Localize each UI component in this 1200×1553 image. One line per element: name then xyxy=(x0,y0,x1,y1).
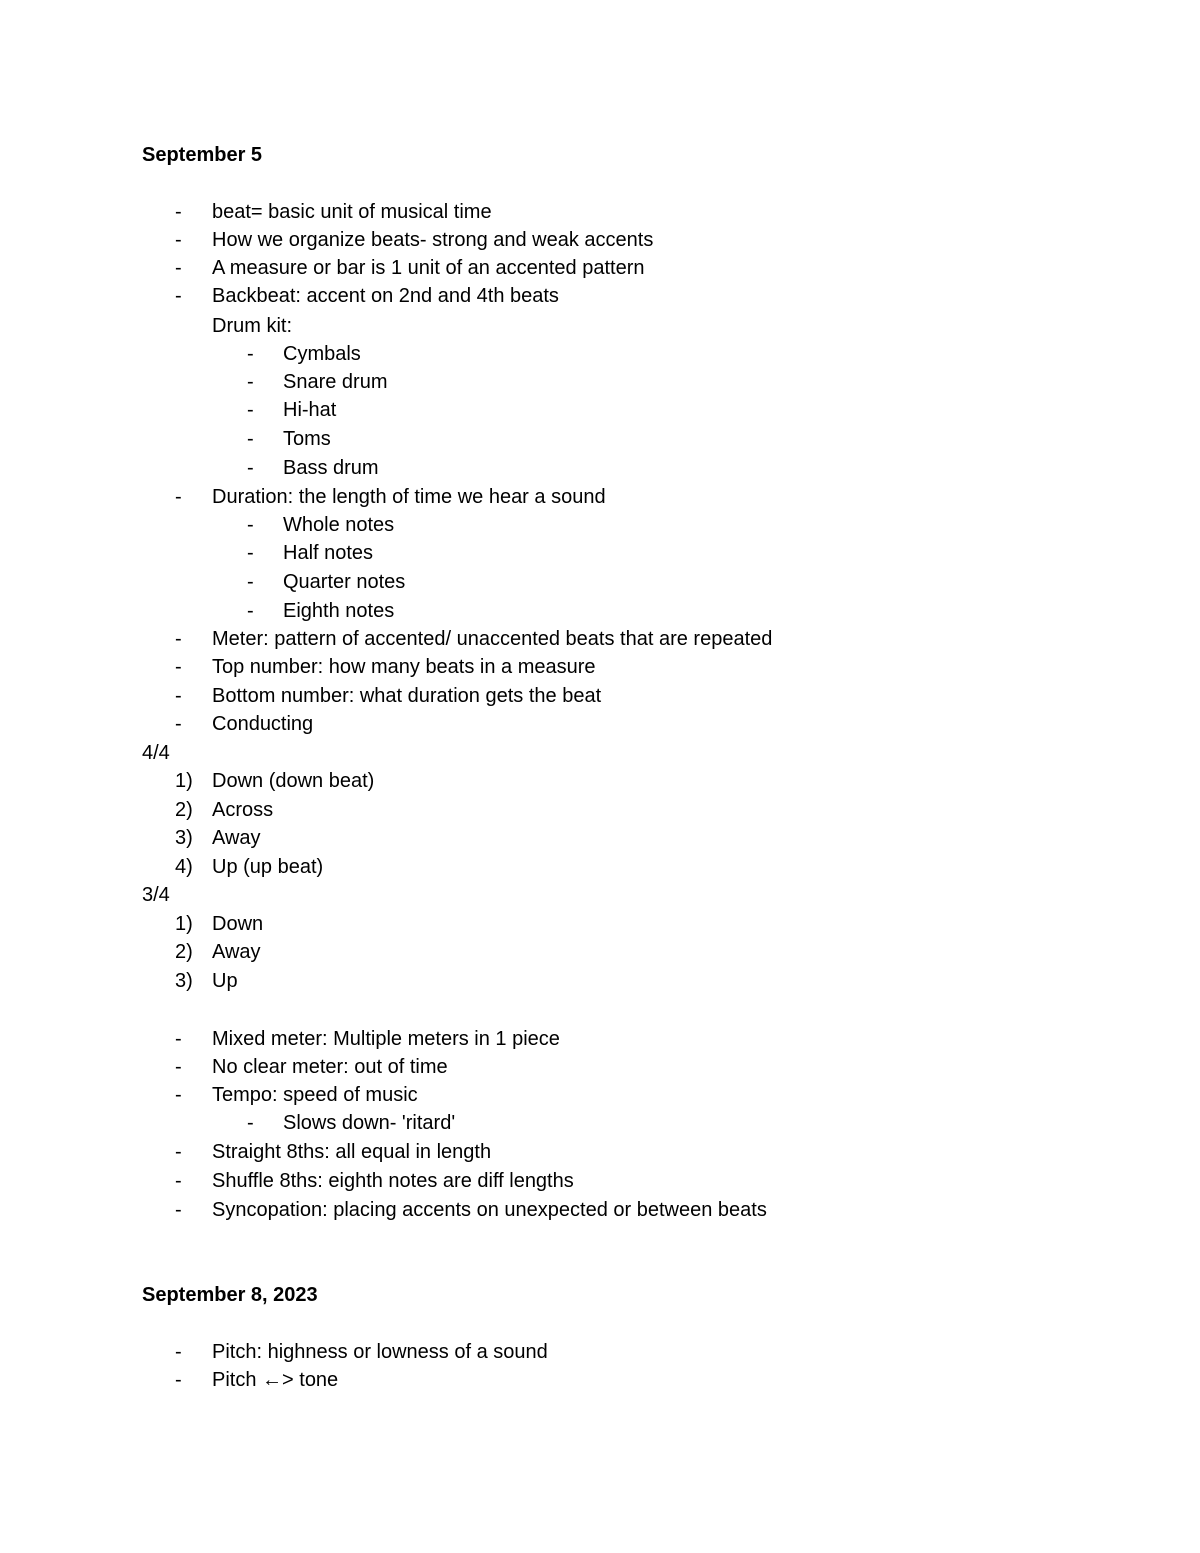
numbered-item xyxy=(0,767,1200,795)
line-text: Away xyxy=(212,827,261,849)
dash-marker: - xyxy=(175,685,182,707)
line-text: No clear meter: out of time xyxy=(212,1056,448,1078)
bullet-item xyxy=(0,254,1200,282)
dash-marker: - xyxy=(247,399,254,421)
line-text: Eighth notes xyxy=(283,600,395,622)
line-text: Backbeat: accent on 2nd and 4th beats xyxy=(212,285,559,307)
dash-marker: - xyxy=(247,428,254,450)
dash-marker: - xyxy=(175,1056,182,1078)
dash-marker: - xyxy=(175,1141,182,1163)
line-text: Shuffle 8ths: eighth notes are diff lengths xyxy=(212,1170,574,1192)
line-text: Pitch: highness or lowness of a sound xyxy=(212,1341,548,1363)
dash-marker: - xyxy=(175,285,182,307)
sub-bullet-item xyxy=(0,368,1200,396)
bullet-item xyxy=(0,710,1200,738)
line-text: Pitch ←> tone xyxy=(212,1369,339,1391)
bullet-item xyxy=(0,1196,1200,1224)
dash-marker: - xyxy=(247,571,254,593)
line-text: September 8, 2023 xyxy=(142,1284,318,1306)
line-text: Toms xyxy=(283,428,331,450)
number-marker: 1) xyxy=(175,913,193,935)
dash-marker: - xyxy=(175,1084,182,1106)
line-text: A measure or bar is 1 unit of an accented pattern xyxy=(212,257,645,279)
bullet-item xyxy=(0,226,1200,254)
line-text: Meter: pattern of accented/ unaccented beats that are repeated xyxy=(212,628,773,650)
line-text: Snare drum xyxy=(283,371,388,393)
line-text: Hi-hat xyxy=(283,399,337,421)
line-text: Down (down beat) xyxy=(212,770,375,792)
line-text: Quarter notes xyxy=(283,571,406,593)
line-text: Drum kit: xyxy=(212,315,292,337)
bullet-item xyxy=(0,682,1200,710)
sub-bullet-item xyxy=(0,396,1200,424)
numbered-item xyxy=(0,796,1200,824)
bullet-item xyxy=(0,653,1200,681)
line-text: Duration: the length of time we hear a sound xyxy=(212,486,606,508)
dash-marker: - xyxy=(175,1028,182,1050)
bullet-item xyxy=(0,1167,1200,1195)
line-text: Whole notes xyxy=(283,514,395,536)
meter-label xyxy=(0,739,1200,767)
dash-marker: - xyxy=(175,257,182,279)
dash-marker: - xyxy=(175,628,182,650)
line-text: Down xyxy=(212,913,264,935)
number-marker: 4) xyxy=(175,856,193,878)
dash-marker: - xyxy=(247,1112,254,1134)
dash-marker: - xyxy=(175,1369,182,1391)
line-text: Up xyxy=(212,970,238,992)
dash-marker: - xyxy=(247,514,254,536)
bullet-item xyxy=(0,1081,1200,1109)
dash-marker: - xyxy=(247,371,254,393)
dash-marker: - xyxy=(175,486,182,508)
line-text: Bottom number: what duration gets the beat xyxy=(212,685,602,707)
line-text: 3/4 xyxy=(142,884,170,906)
line-text: Up (up beat) xyxy=(212,856,324,878)
line-text: Conducting xyxy=(212,713,314,735)
line-text: Half notes xyxy=(283,542,374,564)
dash-marker: - xyxy=(175,229,182,251)
number-marker: 2) xyxy=(175,941,193,963)
sub-bullet-item xyxy=(0,539,1200,567)
bullet-item xyxy=(0,1025,1200,1053)
number-marker: 3) xyxy=(175,827,193,849)
sub-bullet-item xyxy=(0,511,1200,539)
dash-marker: - xyxy=(247,343,254,365)
number-marker: 1) xyxy=(175,770,193,792)
line-text: How we organize beats- strong and weak accents xyxy=(212,229,654,251)
sub-bullet-item xyxy=(0,1109,1200,1137)
numbered-item xyxy=(0,910,1200,938)
line-text: Across xyxy=(212,799,274,821)
line-text: beat= basic unit of musical time xyxy=(212,201,492,223)
line-text: Bass drum xyxy=(283,457,379,479)
bullet-item xyxy=(0,1138,1200,1166)
bullet-item xyxy=(0,282,1200,310)
date-heading xyxy=(0,1281,1200,1309)
numbered-item xyxy=(0,967,1200,995)
dash-marker: - xyxy=(175,713,182,735)
date-heading xyxy=(0,141,1200,169)
bullet-item xyxy=(0,1366,1200,1394)
sub-bullet-item xyxy=(0,454,1200,482)
bullet-item xyxy=(0,1053,1200,1081)
line-text: Cymbals xyxy=(283,343,361,365)
dash-marker: - xyxy=(247,457,254,479)
bullet-item xyxy=(0,198,1200,226)
line-text: Away xyxy=(212,941,261,963)
line-text: Top number: how many beats in a measure xyxy=(212,656,596,678)
bullet-item xyxy=(0,483,1200,511)
dash-marker: - xyxy=(247,600,254,622)
sub-bullet-item xyxy=(0,568,1200,596)
line-text: Straight 8ths: all equal in length xyxy=(212,1141,492,1163)
sub-bullet-item xyxy=(0,425,1200,453)
dash-marker: - xyxy=(175,1170,182,1192)
number-marker: 3) xyxy=(175,970,193,992)
dash-marker: - xyxy=(175,201,182,223)
bullet-item xyxy=(0,1338,1200,1366)
dash-marker: - xyxy=(247,542,254,564)
dash-marker: - xyxy=(175,1199,182,1221)
line-text: Slows down- 'ritard' xyxy=(283,1112,456,1134)
dash-marker: - xyxy=(175,656,182,678)
numbered-item xyxy=(0,824,1200,852)
line-text: Mixed meter: Multiple meters in 1 piece xyxy=(212,1028,560,1050)
subheading xyxy=(0,312,1200,340)
sub-bullet-item xyxy=(0,340,1200,368)
line-text: Tempo: speed of music xyxy=(212,1084,418,1106)
line-text: September 5 xyxy=(142,144,263,166)
number-marker: 2) xyxy=(175,799,193,821)
numbered-item xyxy=(0,938,1200,966)
line-text: 4/4 xyxy=(142,742,170,764)
sub-bullet-item xyxy=(0,597,1200,625)
line-text: Syncopation: placing accents on unexpected or between beats xyxy=(212,1199,767,1221)
bullet-item xyxy=(0,625,1200,653)
dash-marker: - xyxy=(175,1341,182,1363)
meter-label xyxy=(0,881,1200,909)
numbered-item xyxy=(0,853,1200,881)
